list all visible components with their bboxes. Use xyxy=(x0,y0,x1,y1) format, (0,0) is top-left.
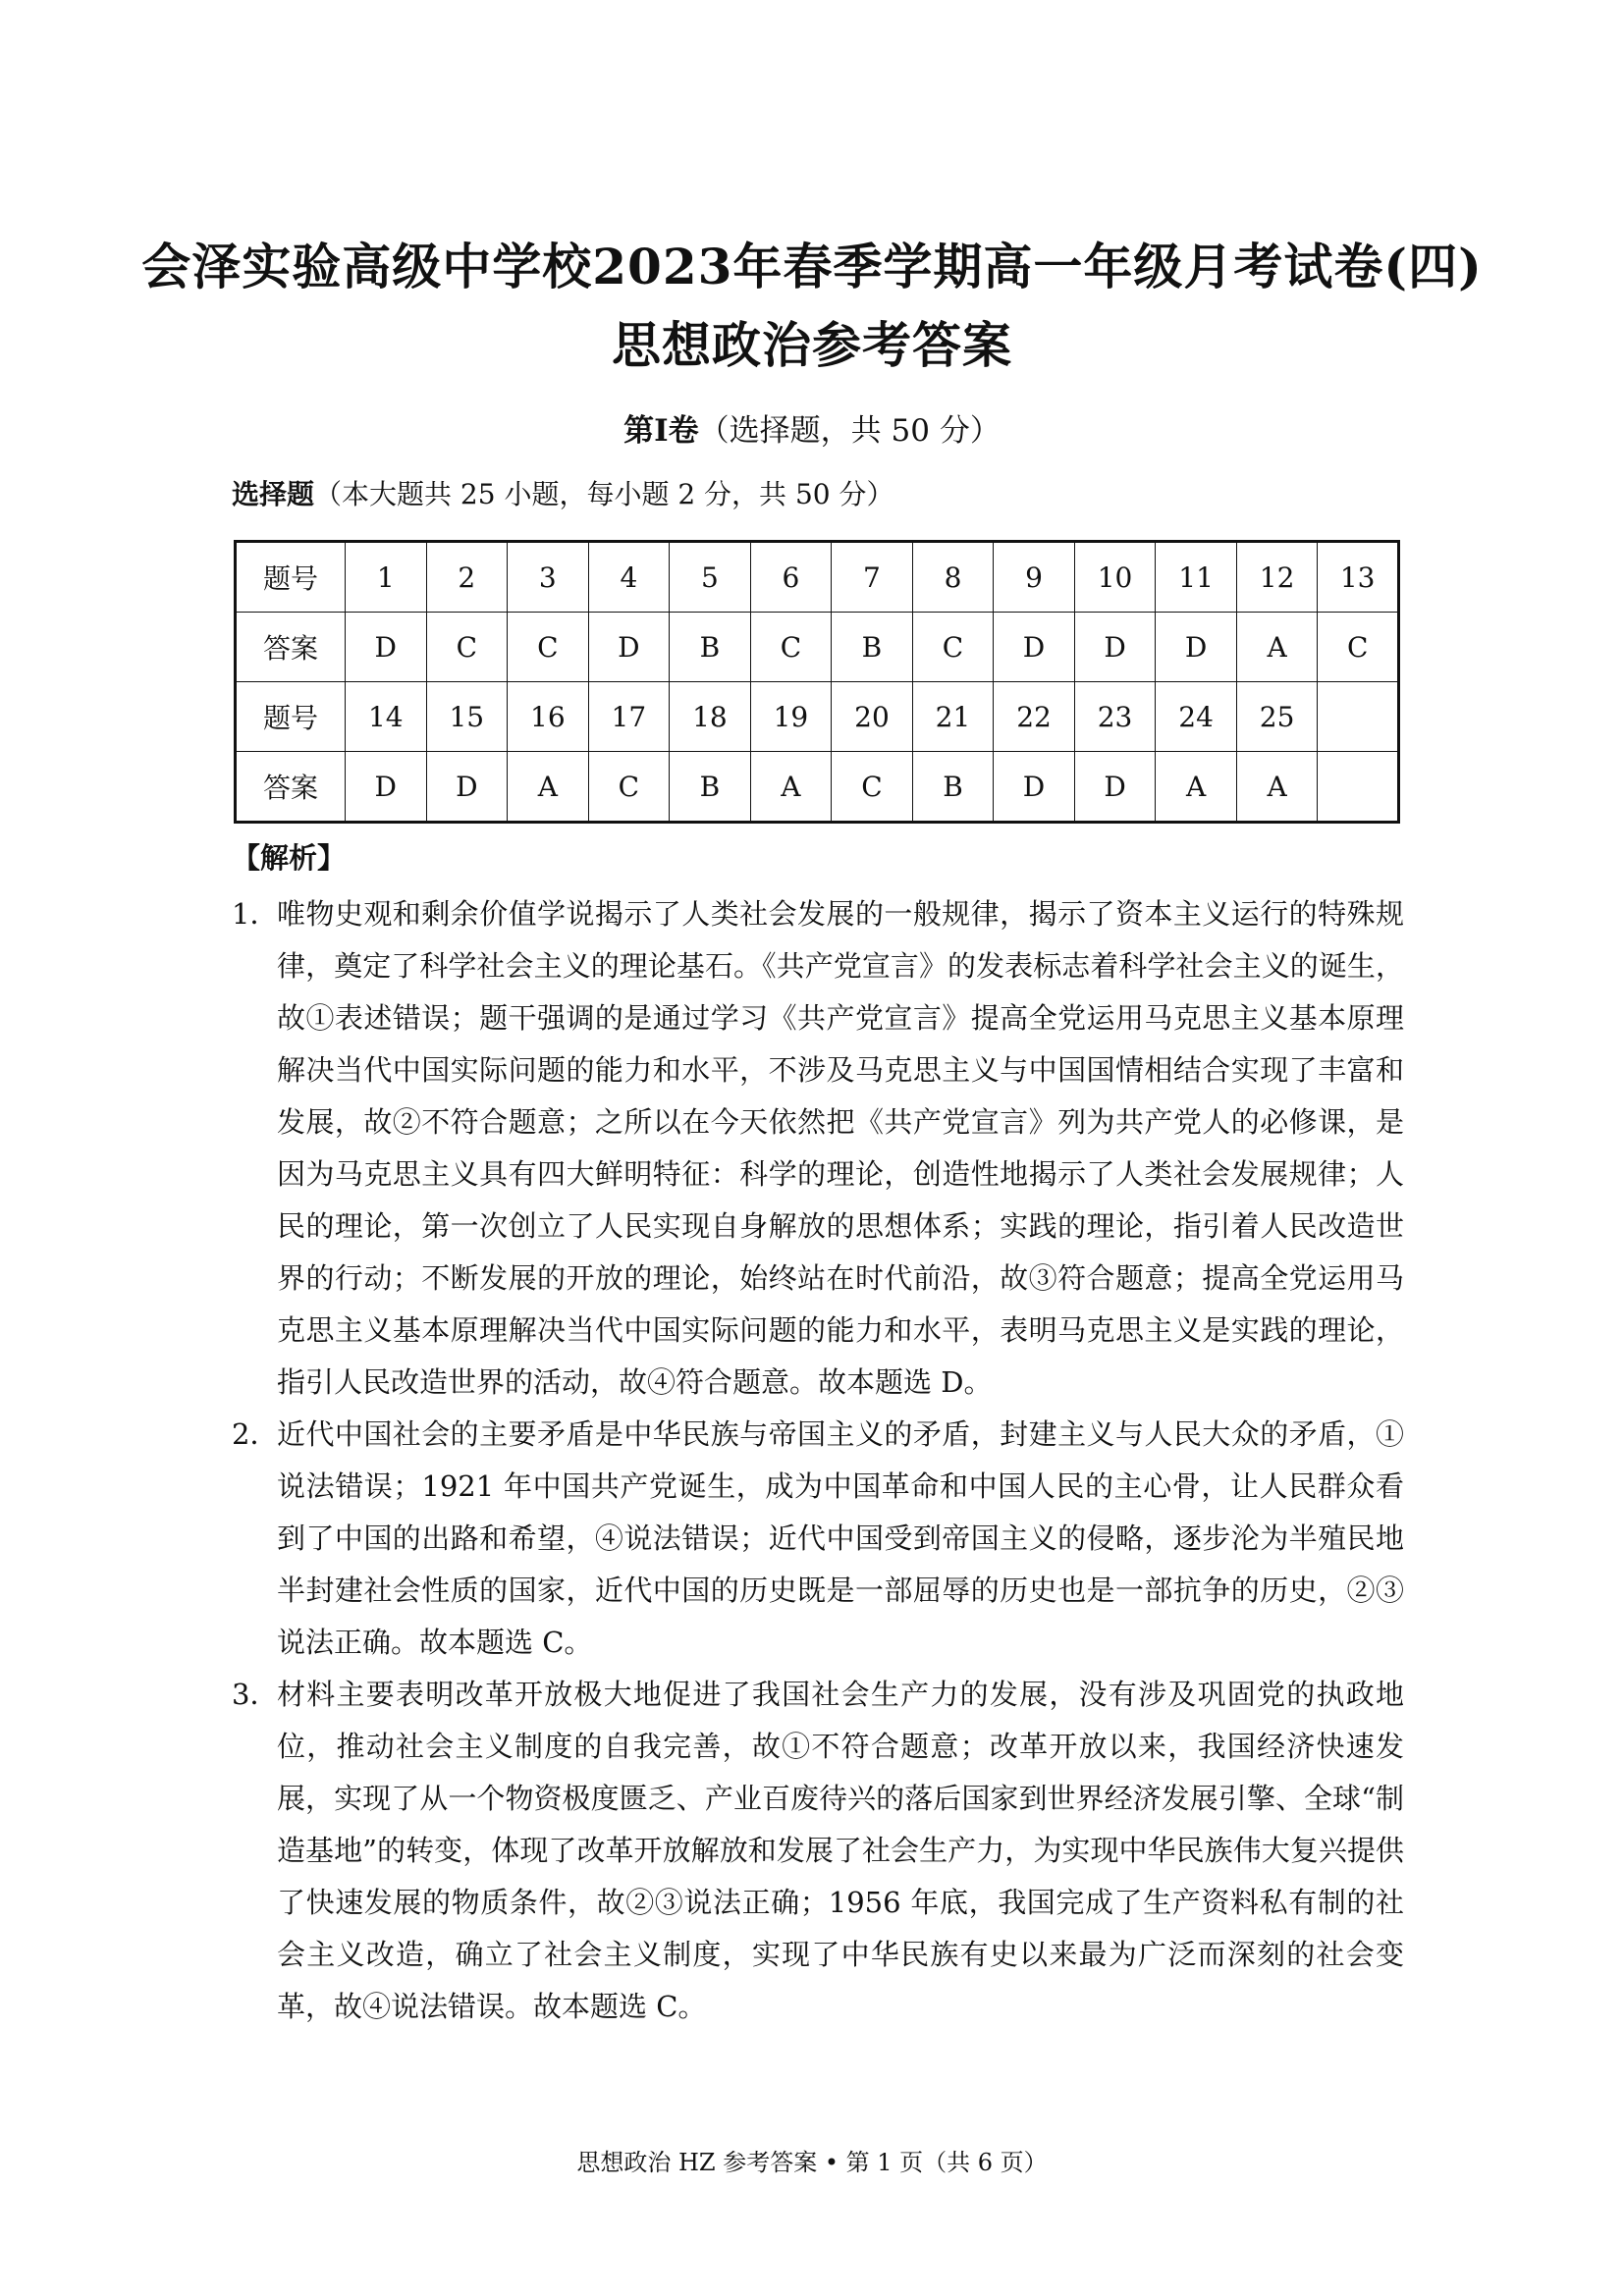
table-cell: 23 xyxy=(1074,682,1156,752)
answer-row xyxy=(236,613,1399,682)
analysis-list xyxy=(232,888,1404,2033)
table-cell: 3 xyxy=(508,542,589,613)
table-cell: 18 xyxy=(670,682,751,752)
row-label: 题号 xyxy=(236,682,346,752)
analysis-item-number: 3． xyxy=(232,1678,279,1711)
table-cell: C xyxy=(912,613,994,682)
row-label: 答案 xyxy=(236,752,346,823)
table-cell: 7 xyxy=(832,542,913,613)
table-cell: 12 xyxy=(1236,542,1318,613)
table-cell: C xyxy=(588,752,670,823)
table-cell: 1 xyxy=(346,542,427,613)
row-label: 题号 xyxy=(236,542,346,613)
table-cell: B xyxy=(670,613,751,682)
question-number-row xyxy=(236,542,1399,613)
table-cell: B xyxy=(832,613,913,682)
table-cell: 11 xyxy=(1156,542,1237,613)
section-title xyxy=(0,407,1624,454)
table-cell: D xyxy=(994,752,1075,823)
table-cell: 25 xyxy=(1236,682,1318,752)
section-title-sub: （选择题，共 50 分） xyxy=(698,413,1001,449)
table-cell: B xyxy=(670,752,751,823)
table-cell: D xyxy=(426,752,508,823)
table-cell: C xyxy=(426,613,508,682)
table-cell: 21 xyxy=(912,682,994,752)
table-cell: 8 xyxy=(912,542,994,613)
table-cell xyxy=(1318,682,1399,752)
table-cell: 24 xyxy=(1156,682,1237,752)
table-cell: A xyxy=(508,752,589,823)
table-cell: 4 xyxy=(588,542,670,613)
table-cell: 16 xyxy=(508,682,589,752)
table-cell: 6 xyxy=(750,542,832,613)
analysis-heading: 【解析】 xyxy=(232,841,347,875)
table-cell: A xyxy=(750,752,832,823)
table-cell: D xyxy=(588,613,670,682)
table-cell: C xyxy=(832,752,913,823)
table-cell: C xyxy=(750,613,832,682)
table-cell: C xyxy=(1318,613,1399,682)
document-subtitle: 思想政治参考答案 xyxy=(612,316,1012,374)
table-cell: C xyxy=(508,613,589,682)
table-cell: D xyxy=(346,752,427,823)
table-cell: A xyxy=(1236,613,1318,682)
analysis-item xyxy=(232,1669,1404,2033)
table-cell: D xyxy=(1074,613,1156,682)
row-label: 答案 xyxy=(236,613,346,682)
analysis-item-number: 2． xyxy=(232,1417,279,1451)
table-cell: 14 xyxy=(346,682,427,752)
table-cell: 13 xyxy=(1318,542,1399,613)
answer-table xyxy=(234,540,1400,824)
answer-row xyxy=(236,752,1399,823)
analysis-item xyxy=(232,888,1404,1409)
document-title: 会泽实验高级中学校2023年春季学期高一年级月考试卷(四) xyxy=(141,238,1483,295)
analysis-item-text: 材料主要表明改革开放极大地促进了我国社会生产力的发展，没有涉及巩固党的执政地位，推动社会主义制度的自我完善，故①不符合题意；改革开放以来，我国经济快速发展，实现了从一个物资极度匮乏、产业百废待兴的落后国家到世界经济发展引擎、全球“制造基地”的转变，体现了改革开放解放和发展了社会生产力，为实现中华民族伟大复兴提供了快速发展的物质条件，故②③说法正确；1956 年底，我国完成了生产资料私有制的社会主义改造，确立了社会主义制度，实现了中华民族有史以来最为广泛而深刻的社会变革，故④说法错误。故本题选 C。 xyxy=(277,1678,1404,2023)
table-cell: 17 xyxy=(588,682,670,752)
choice-intro-lead: 选择题 xyxy=(232,478,315,510)
table-cell: A xyxy=(1156,752,1237,823)
table-cell: A xyxy=(1236,752,1318,823)
table-cell: 10 xyxy=(1074,542,1156,613)
section-title-main: 第Ⅰ卷 xyxy=(623,413,699,449)
table-cell: 2 xyxy=(426,542,508,613)
question-number-row xyxy=(236,682,1399,752)
analysis-item xyxy=(232,1409,1404,1669)
analysis-item-number: 1． xyxy=(232,897,279,931)
table-cell: 22 xyxy=(994,682,1075,752)
choice-intro-text: （本大题共 25 小题，每小题 2 分，共 50 分） xyxy=(314,478,894,510)
table-cell: 20 xyxy=(832,682,913,752)
table-cell xyxy=(1318,752,1399,823)
table-cell: D xyxy=(1156,613,1237,682)
table-cell: 15 xyxy=(426,682,508,752)
table-cell: 5 xyxy=(670,542,751,613)
table-cell: D xyxy=(346,613,427,682)
table-cell: D xyxy=(1074,752,1156,823)
table-cell: 19 xyxy=(750,682,832,752)
analysis-item-text: 唯物史观和剩余价值学说揭示了人类社会发展的一般规律，揭示了资本主义运行的特殊规律，奠定了科学社会主义的理论基石。《共产党宣言》的发表标志着科学社会主义的诞生，故①表述错误；题干强调的是通过学习《共产党宣言》提高全党运用马克思主义基本原理解决当代中国实际问题的能力和水平，不涉及马克思主义与中国国情相结合实现了丰富和发展，故②不符合题意；之所以在今天依然把《共产党宣言》列为共产党人的必修课，是因为马克思主义具有四大鲜明特征：科学的理论，创造性地揭示了人类社会发展规律；人民的理论，第一次创立了人民实现自身解放的思想体系；实践的理论，指引着人民改造世界的行动；不断发展的开放的理论，始终站在时代前沿，故③符合题意；提高全党运用马克思主义基本原理解决当代中国实际问题的能力和水平，表明马克思主义是实践的理论，指引人民改造世界的活动，故④符合题意。故本题选 D。 xyxy=(277,897,1404,1399)
table-cell: D xyxy=(994,613,1075,682)
choice-intro xyxy=(232,473,894,516)
table-cell: B xyxy=(912,752,994,823)
analysis-item-text: 近代中国社会的主要矛盾是中华民族与帝国主义的矛盾，封建主义与人民大众的矛盾，①说法错误；1921 年中国共产党诞生，成为中国革命和中国人民的主心骨，让人民群众看到了中国的出路和希望，④说法错误；近代中国受到帝国主义的侵略，逐步沦为半殖民地半封建社会性质的国家，近代中国的历史既是一部屈辱的历史也是一部抗争的历史，②③说法正确。故本题选 C。 xyxy=(277,1417,1404,1659)
page-footer: 思想政治 HZ 参考答案 • 第 1 页（共 6 页） xyxy=(576,2149,1048,2176)
table-cell: 9 xyxy=(994,542,1075,613)
